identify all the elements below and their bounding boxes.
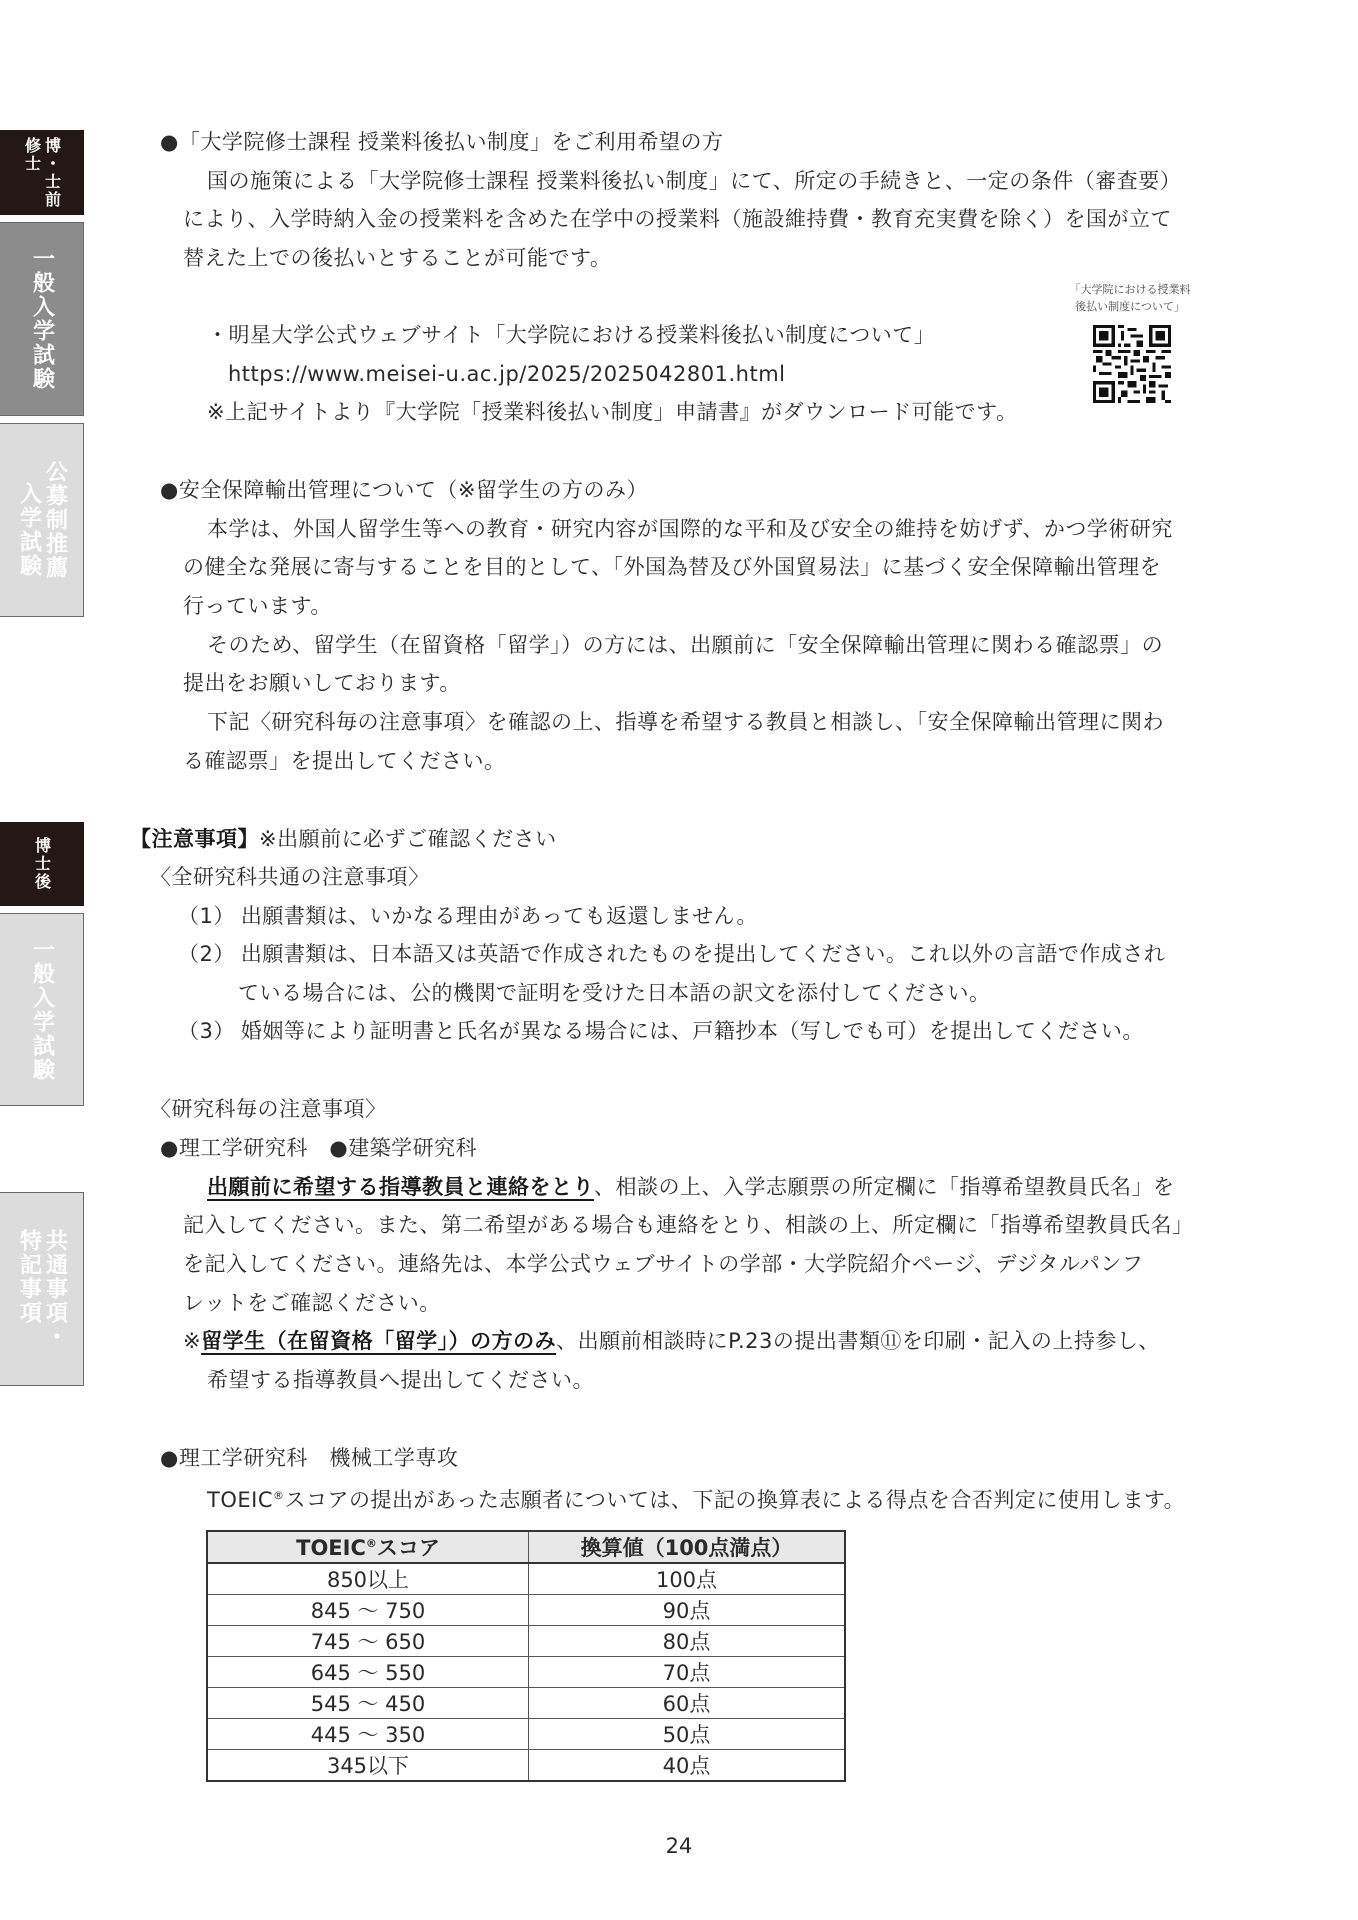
website-label: ・明星大学公式ウェブサイト「大学院における授業料後払い制度について」 <box>207 323 936 347</box>
table-header-row <box>207 1531 845 1563</box>
toeic-score-cell: 845 〜 750 <box>207 1595 529 1626</box>
converted-value-cell: 90点 <box>529 1595 846 1626</box>
contact-instructor-rest: 、相談の上、入学志願票の所定欄に「指導希望教員氏名」を <box>594 1175 1175 1199</box>
science-arch-heading: ●理工学研究科 ●建築学研究科 <box>160 1136 478 1160</box>
side-tab-common-special-notes[interactable] <box>0 1192 84 1386</box>
common-notes-title: 〈全研究科共通の注意事項〉 <box>150 865 430 889</box>
toeic-intro-text: スコアの提出があった志願者については、下記の換算表による得点を合否判定に使用します。 <box>284 1488 1186 1512</box>
tuition-deferral-text: 替えた上での後払いとすることが可能です。 <box>183 246 612 270</box>
table-row <box>207 1688 845 1719</box>
qr-caption <box>1055 281 1205 315</box>
per-school-notes-title: 〈研究科毎の注意事項〉 <box>150 1097 387 1121</box>
toeic-score-cell: 445 〜 350 <box>207 1719 529 1750</box>
toeic-label: TOEIC <box>207 1488 273 1512</box>
note-text: 出願書類は、日本語又は英語で作成されたものを提出してください。これ以外の言語で作成され <box>240 942 1166 966</box>
note-number: （2） <box>178 942 235 966</box>
side-tab-label: 一般入学試験 <box>29 937 55 1082</box>
converted-value-cell: 100点 <box>529 1563 846 1595</box>
note-text: 出願書類は、いかなる理由があっても返還しません。 <box>240 904 758 928</box>
toeic-score-cell: 645 〜 550 <box>207 1657 529 1688</box>
table-row <box>207 1595 845 1626</box>
note-text-continuation: ている場合には、公的機関で証明を受けた日本語の訳文を添付してください。 <box>238 981 991 1005</box>
qr-caption-line: 後払い制度について」 <box>1075 300 1185 313</box>
contact-instructor-text <box>207 1173 1175 1201</box>
download-note: ※上記サイトより『大学院「授業料後払い制度」申請書』がダウンロード可能です。 <box>207 400 1018 424</box>
export-control-heading: ●安全保障輸出管理について（※留学生の方のみ） <box>160 478 648 502</box>
intl-student-note <box>183 1327 1160 1355</box>
common-note-item <box>178 902 758 930</box>
note-number: （3） <box>178 1019 235 1043</box>
export-control-text: 本学は、外国人留学生等への教育・研究内容が国際的な平和及び安全の維持を妨げず、かつ学術研究 <box>207 517 1173 541</box>
notes-heading <box>130 825 557 853</box>
header-toeic-score <box>207 1531 529 1563</box>
converted-value-cell: 70点 <box>529 1657 846 1688</box>
notes-heading-bold: 【注意事項】 <box>130 827 259 851</box>
converted-value-cell: 60点 <box>529 1688 846 1719</box>
side-tab-label: 公募制推薦 <box>42 460 68 580</box>
side-tab-label: 特記事項 <box>16 1229 42 1325</box>
common-note-item <box>178 940 1165 968</box>
toeic-intro <box>207 1482 1185 1514</box>
table-row <box>207 1626 845 1657</box>
qr-code-icon[interactable] <box>1093 325 1171 403</box>
side-tab-general-exam[interactable] <box>0 222 84 416</box>
page-number: 24 <box>665 1834 693 1858</box>
converted-value-cell: 40点 <box>529 1750 846 1782</box>
deferral-url-link[interactable]: https://www.meisei-u.ac.jp/2025/2025042801.html <box>228 362 786 386</box>
toeic-score-cell: 745 〜 650 <box>207 1626 529 1657</box>
export-control-text: 下記〈研究科毎の注意事項〉を確認の上、指導を希望する教員と相談し、「安全保障輸出管理に関わ <box>207 710 1164 734</box>
export-control-text: の健全な発展に寄与することを目的として、「外国為替及び外国貿易法」に基づく安全保障輸出管理を <box>183 555 1162 579</box>
side-tab-label: 博士後 <box>32 837 52 891</box>
side-tab-public-recommendation[interactable] <box>0 423 84 617</box>
side-tab-label: 入学試験 <box>16 482 42 578</box>
export-control-text: 提出をお願いしております。 <box>183 671 461 695</box>
mech-eng-heading: ●理工学研究科 機械工学専攻 <box>160 1446 459 1470</box>
side-tab-general-exam-doctoral[interactable] <box>0 913 84 1106</box>
converted-value-cell: 50点 <box>529 1719 846 1750</box>
intl-note-emphasis: 留学生（在留資格「留学」）の方のみ <box>201 1329 557 1353</box>
contact-instructor-emphasis: 出願前に希望する指導教員と連絡をとり <box>207 1175 594 1199</box>
registered-mark: ® <box>272 1489 285 1502</box>
note-number: （1） <box>178 904 235 928</box>
tuition-deferral-text: 国の施策による「大学院修士課程 授業料後払い制度」にて、所定の手続きと、一定の条件（審査要） <box>207 169 1182 193</box>
toeic-score-cell: 545 〜 450 <box>207 1688 529 1719</box>
export-control-text: 行っています。 <box>183 594 332 618</box>
header-text: スコア <box>376 1536 440 1560</box>
toeic-score-cell: 850以上 <box>207 1563 529 1595</box>
table-row <box>207 1563 845 1595</box>
converted-value-cell: 80点 <box>529 1626 846 1657</box>
contact-text: 記入してください。また、第二希望がある場合も連絡をとり、相談の上、所定欄に「指導希望教員氏名」 <box>183 1213 1194 1237</box>
header-text: TOEIC <box>296 1536 366 1560</box>
intl-note-prefix: ※ <box>183 1329 202 1353</box>
side-tab-label: 共通事項・ <box>42 1229 68 1349</box>
qr-caption-line: 「大学院における授業料 <box>1069 283 1191 296</box>
side-tab-doctoral-late[interactable] <box>0 822 84 906</box>
side-tab-masters-doctoral-early[interactable] <box>0 130 84 215</box>
intl-note-continuation: 希望する指導教員へ提出してください。 <box>207 1368 594 1392</box>
export-control-text: そのため、留学生（在留資格「留学」）の方には、出願前に「安全保障輸出管理に関わる確認票」の <box>207 633 1164 657</box>
side-tab-label: 一般入学試験 <box>29 247 55 391</box>
side-tab-label: 博・士前 <box>42 136 62 209</box>
contact-text: を記入してください。連絡先は、本学公式ウェブサイトの学部・大学院紹介ページ、デジタルパンフ <box>183 1252 1144 1276</box>
tuition-deferral-heading: ●「大学院修士課程 授業料後払い制度」をご利用希望の方 <box>160 130 724 154</box>
side-tab-label: 修士 <box>22 136 42 173</box>
contact-text: レットをご確認ください。 <box>183 1291 441 1315</box>
table-row <box>207 1719 845 1750</box>
export-control-text: る確認票」を提出してください。 <box>183 749 506 773</box>
header-converted-value: 換算値（100点満点） <box>529 1531 846 1563</box>
tuition-deferral-text: により、入学時納入金の授業料を含めた在学中の授業料（施設維持費・教育充実費を除く）を国が立て <box>183 207 1172 231</box>
note-text: 婚姻等により証明書と氏名が異なる場合には、戸籍抄本（写しでも可）を提出してください。 <box>240 1019 1144 1043</box>
table-row <box>207 1750 845 1782</box>
intl-note-rest: 、出願前相談時にP.23の提出書類⑪を印刷・記入の上持参し、 <box>556 1329 1160 1353</box>
notes-heading-rest: ※出願前に必ずご確認ください <box>259 827 557 851</box>
toeic-conversion-table <box>206 1530 846 1782</box>
table-row <box>207 1657 845 1688</box>
common-note-item <box>178 1017 1144 1045</box>
registered-mark: ® <box>365 1537 377 1550</box>
toeic-score-cell: 345以下 <box>207 1750 529 1782</box>
